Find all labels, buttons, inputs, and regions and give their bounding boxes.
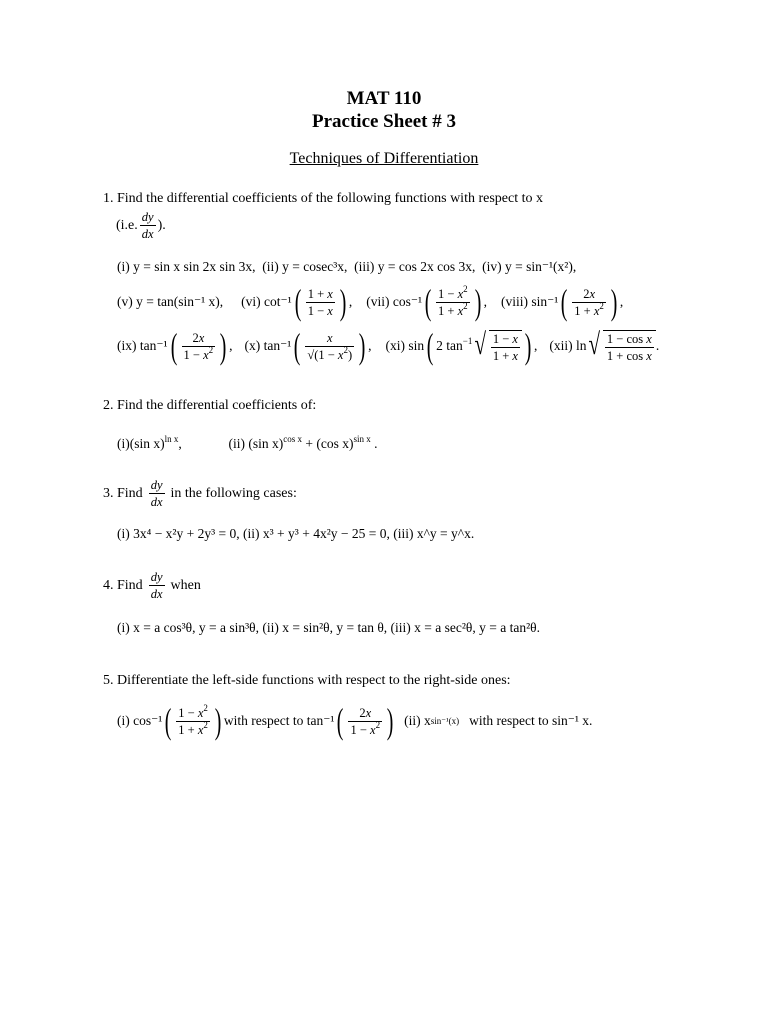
q1-item-vii: (vii) cos⁻¹	[366, 294, 422, 309]
q3-dy: dy	[150, 478, 163, 492]
dy-label: dy	[141, 210, 154, 224]
q5-item-ii: (ii) x	[404, 713, 431, 728]
q2-item-i-exp: ln x	[164, 434, 179, 444]
q5-line: (i) cos⁻¹ ( $\frac{1 - x^2}{1 + x^2}$ ) with respect to tan⁻¹ ( $\frac{2x}{1 - x^2}$ ) (ii) x sin⁻¹(x) with respect to sin⁻¹ x.	[117, 701, 593, 741]
q4-find: 4. Find	[103, 577, 143, 593]
q5-wrt-1: with respect to tan⁻¹	[223, 713, 335, 728]
q4-dx: dx	[150, 587, 163, 601]
q5-prompt: 5. Differentiate the left-side functions with respect to the right-side ones:	[103, 673, 511, 688]
topic-heading: Techniques of Differentiation	[289, 150, 479, 167]
q2-line: (i)(sin x)$^{ln x}$, (ii) (sin x)$^{cos x}$ + (cos x)$^{sin x}$ .	[117, 434, 378, 451]
q2-item-i: (i)(sin x)	[117, 436, 165, 451]
q1-row-1	[117, 259, 576, 275]
q1-ie	[116, 210, 166, 241]
q3-find: 3. Find	[103, 485, 143, 501]
q1-ie-open: (i.e.	[116, 217, 138, 233]
q4-rest: when	[170, 577, 201, 593]
q1-item-viii: (viii) sin⁻¹	[501, 294, 559, 309]
q1-item-xii: (xii) ln	[549, 338, 587, 353]
q1-ie-close: ).	[157, 217, 166, 233]
q1-item-iii: (iii) y = cos 2x cos 3x,	[354, 259, 476, 274]
q1-item-vi: (vi) cot⁻¹	[241, 294, 292, 309]
course-title: MAT 110	[346, 88, 422, 109]
q2-item-ii-exp-a: cos x	[283, 434, 303, 444]
q2-item-ii: (ii) (sin x)	[228, 436, 284, 451]
q4-dy: dy	[150, 570, 163, 584]
q1-dydx	[140, 210, 156, 241]
q3-dx: dx	[150, 495, 163, 509]
q1-item-xi: (xi) sin	[385, 338, 425, 353]
q1-row-2: (v) y = tan(sin⁻¹ x), (vi) cot⁻¹ ( $\frac{1 + x}{1 - x}$ ) , (vii) cos⁻¹ ( $\frac{1 - x^2}{1 + x^2}$ ) , (viii) sin⁻¹ ( $\frac{2x}{1 + x^2}$ ) ,	[117, 282, 624, 322]
q4-line: (i) x = a cos³θ, y = a sin³θ, (ii) x = sin²θ, y = tan θ, (iii) x = a sec²θ, y = a tan²θ.	[117, 620, 541, 635]
q1-row-3: (ix) tan⁻¹ ( $\frac{2x}{1 - x^2}$ ) , (x) tan⁻¹ ( $\frac{x}{√(1 - x^2)}$ ) , (xi) sin ( 2 $\tan^{-1}$ √ $\frac{1 - x}{1 + x}$ ) , (xii) ln √ $\frac{\text{1 − cos x}}{\text{1 + cos x}}$ .	[117, 326, 660, 366]
q3-rest: in the following cases:	[170, 485, 297, 501]
q2-prompt: 2. Find the differential coefficients of:	[103, 398, 317, 413]
dx-label: dx	[141, 227, 154, 241]
q1-item-v: (v) y = tan(sin⁻¹ x),	[117, 294, 224, 309]
q1-item-ix: (ix) tan⁻¹	[117, 338, 168, 353]
q1-item-x: (x) tan⁻¹	[244, 338, 292, 353]
q5-item-i: (i) cos⁻¹	[117, 713, 163, 728]
q3-line: (i) 3x⁴ − x²y + 2y³ = 0, (ii) x³ + y³ + 4x²y − 25 = 0, (iii) x^y = y^x.	[117, 526, 475, 541]
q1-text: 1. Find the differential coefficients of the following functions with respect to x	[103, 191, 543, 206]
q4-prompt	[103, 570, 201, 601]
q2-item-ii-plus: + (cos x)	[302, 436, 354, 451]
q1-item-iv: (iv) y = sin⁻¹(x²),	[482, 259, 577, 274]
q2-item-ii-exp-b: sin x	[353, 434, 371, 444]
sheet-title: Practice Sheet # 3	[311, 111, 457, 132]
q5-wrt-2: with respect to sin⁻¹ x.	[469, 713, 593, 728]
q3-prompt	[103, 478, 297, 509]
q1-prompt	[103, 191, 543, 207]
q1-item-ii: (ii) y = cosec³x,	[262, 259, 348, 274]
q1-item-i: (i) y = sin x sin 2x sin 3x,	[117, 259, 256, 274]
